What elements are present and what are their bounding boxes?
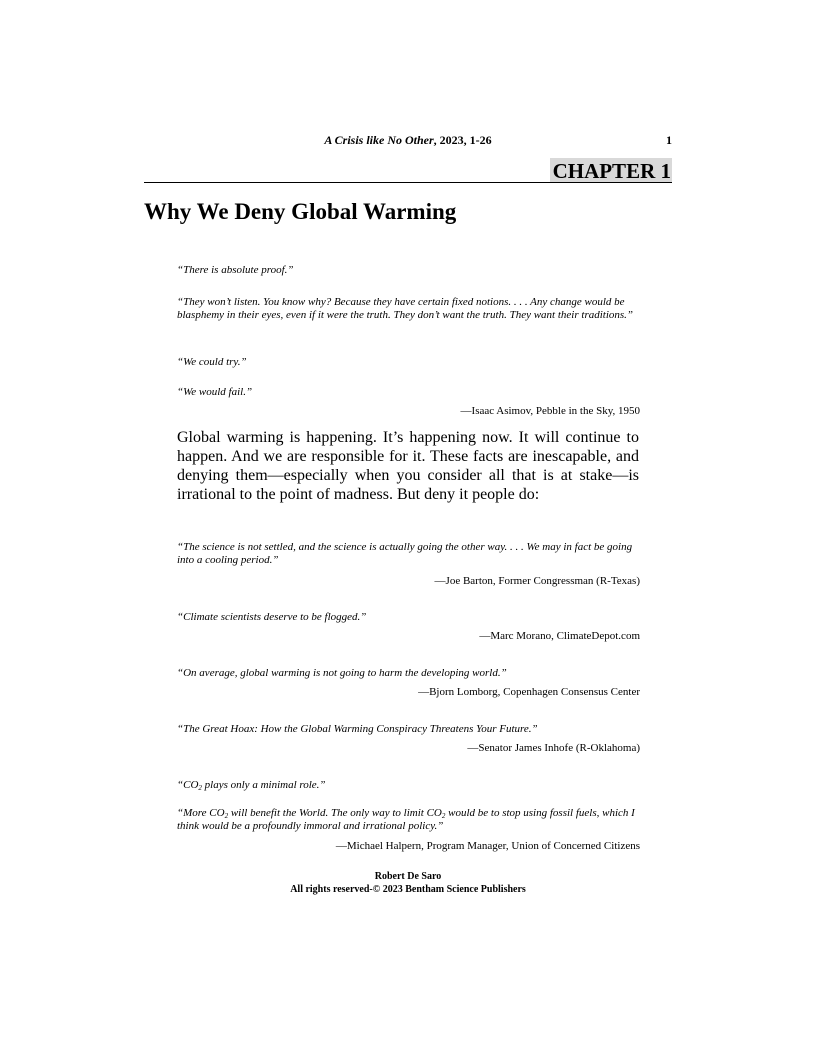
- quote-halpern-1-part-b: plays only a minimal role.”: [201, 779, 326, 791]
- attribution-halpern: —Michael Halpern, Program Manager, Union of Concerned Citizens: [335, 840, 640, 852]
- quote-inhofe: “The Great Hoax: How the Global Warming Conspiracy Threatens Your Future.”: [177, 723, 538, 735]
- header-rule: [144, 182, 672, 183]
- co2-subscript: 2: [441, 812, 446, 820]
- co2-subscript: 2: [198, 784, 202, 792]
- quote-halpern-2: [177, 807, 639, 833]
- quote-barton: “The science is not settled, and the science is actually going the other way. . . . We may in fact be going into a cooling period.”: [177, 541, 633, 566]
- epigraph-quote-3: “We could try.”: [177, 356, 247, 368]
- epigraph-attribution: —Isaac Asimov, Pebble in the Sky, 1950: [460, 405, 640, 417]
- epigraph-quote-4: “We would fail.”: [177, 386, 253, 398]
- quote-halpern-2-part-c: would be to stop using fossil fuels, which I think would be a profoundly immoral and irrational policy.”: [177, 807, 635, 832]
- quote-morano: “Climate scientists deserve to be flogged.”: [177, 611, 367, 623]
- quote-halpern-1-part-a: “CO: [177, 779, 199, 791]
- attribution-morano: —Marc Morano, ClimateDepot.com: [479, 630, 640, 642]
- body-paragraph: Global warming is happening. It’s happening now. It will continue to happen. And we are responsible for it. These facts are inescapable, and denying them—especially when you consider all that is at stake—is irrational to the point of madness. But deny it people do:: [177, 429, 639, 503]
- quote-halpern-1: [177, 779, 639, 792]
- attribution-inhofe: —Senator James Inhofe (R-Oklahoma): [467, 742, 640, 754]
- chapter-label: CHAPTER 1: [550, 158, 672, 183]
- co2-subscript: 2: [224, 812, 229, 820]
- epigraph-quote-1: “There is absolute proof.”: [177, 264, 294, 276]
- book-details: , 2023, 1-26: [433, 133, 492, 147]
- epigraph-quote-2: “They won’t listen. You know why? Because they have certain fixed notions. . . . Any change would be blasphemy in their eyes, even if it were the truth. They don’t want the truth. They want their traditions.”: [177, 296, 634, 321]
- quote-halpern-2-part-a: “More CO: [177, 807, 225, 819]
- book-title: A Crisis like No Other: [324, 133, 434, 147]
- footer-author: Robert De Saro: [374, 871, 442, 882]
- footer: [144, 870, 672, 896]
- running-head: [144, 133, 672, 149]
- chapter-title: Why We Deny Global Warming: [144, 199, 457, 224]
- footer-rights: All rights reserved-© 2023 Bentham Science Publishers: [290, 884, 526, 895]
- page-number: 1: [666, 133, 672, 147]
- running-title: [144, 133, 672, 148]
- attribution-barton: —Joe Barton, Former Congressman (R-Texas): [434, 575, 640, 587]
- quote-lomborg: “On average, global warming is not going to harm the developing world.”: [177, 667, 507, 679]
- attribution-lomborg: —Bjorn Lomborg, Copenhagen Consensus Center: [418, 686, 640, 698]
- quote-halpern-2-part-b: will benefit the World. The only way to limit CO: [228, 807, 442, 819]
